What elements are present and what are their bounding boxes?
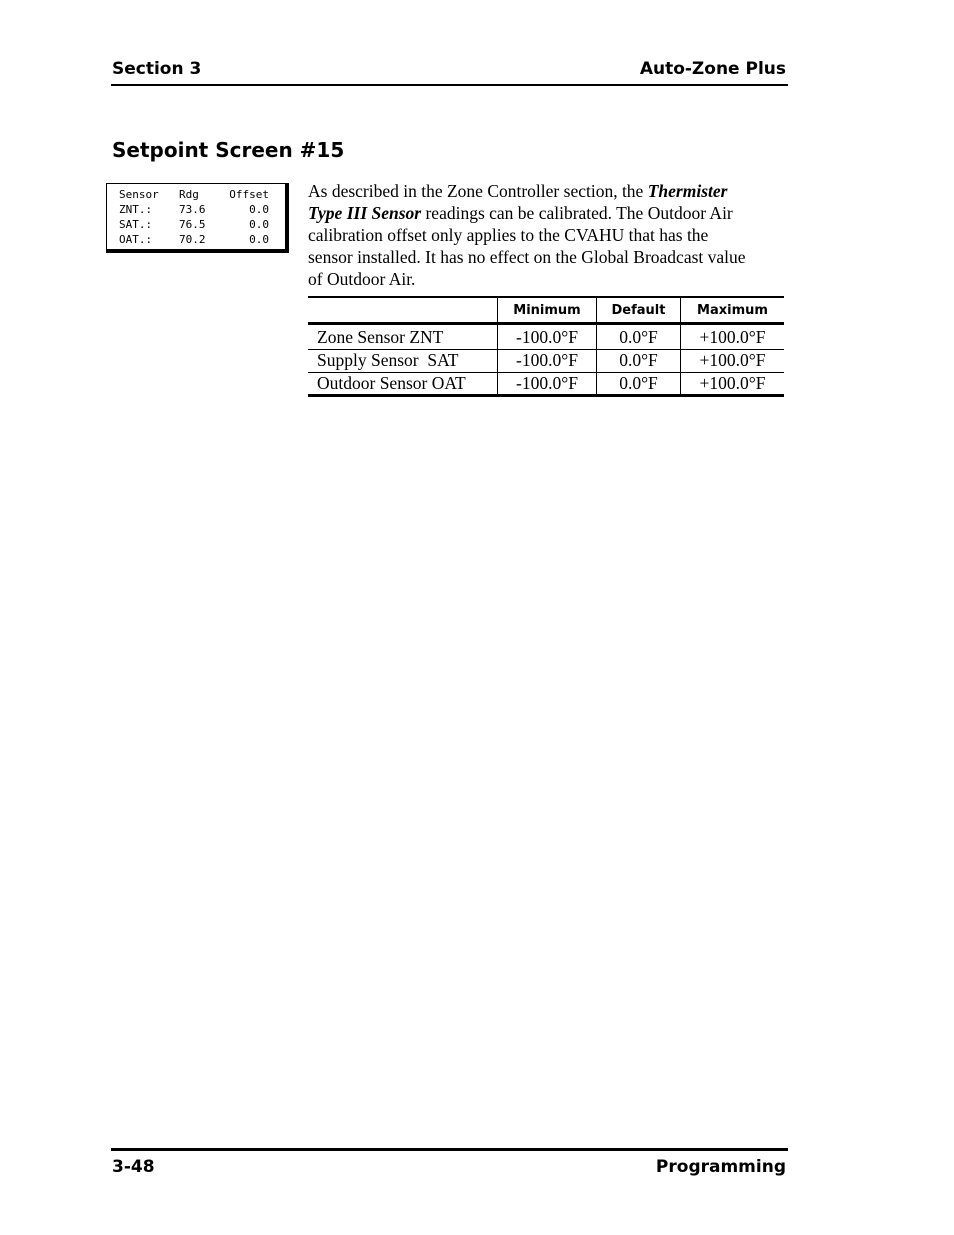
table-row	[308, 326, 784, 349]
lcd-header-offset: Offset	[229, 188, 269, 201]
lcd-header-rdg: Rdg	[179, 188, 199, 201]
row-label: Supply Sensor SAT	[317, 350, 459, 370]
table-row	[308, 372, 784, 395]
paragraph-line: calibration offset only applies to the CVAHU that has the	[308, 225, 709, 245]
lcd-offset: 0.0	[249, 203, 269, 216]
row-label: Zone Sensor ZNT	[317, 327, 444, 347]
table-header-row	[308, 298, 784, 325]
row-default: 0.0°F	[619, 350, 658, 370]
header-maximum: Maximum	[697, 303, 768, 318]
page-footer	[111, 1148, 788, 1178]
footer-chapter: Programming	[655, 1157, 786, 1177]
lcd-sensor: ZNT.:	[119, 203, 153, 216]
lcd-sensor: SAT.:	[119, 218, 153, 231]
emphasis-thermister: Thermister	[647, 181, 728, 201]
paragraph-text: As described in the Zone Controller section, the	[308, 181, 648, 201]
header-default: Default	[611, 303, 666, 318]
lcd-header-sensor: Sensor	[119, 188, 159, 201]
row-minimum: -100.0°F	[516, 327, 578, 347]
row-maximum: +100.0°F	[699, 373, 766, 393]
lcd-reading: 73.6	[179, 203, 206, 216]
table-row	[308, 349, 784, 372]
lcd-offset: 0.0	[249, 233, 269, 246]
page-title: Setpoint Screen #15	[112, 138, 345, 162]
paragraph-text: readings can be calibrated. The Outdoor Air	[421, 203, 733, 223]
header-minimum: Minimum	[513, 303, 581, 318]
paragraph-line	[308, 180, 788, 202]
page-header	[111, 58, 788, 86]
row-minimum: -100.0°F	[516, 373, 578, 393]
lcd-reading: 76.5	[179, 218, 206, 231]
header-product: Auto-Zone Plus	[639, 59, 786, 79]
lcd-screen	[106, 183, 289, 253]
row-minimum: -100.0°F	[516, 350, 578, 370]
row-maximum: +100.0°F	[699, 350, 766, 370]
emphasis-sensor-type: Type III Sensor	[308, 203, 422, 223]
lcd-reading: 70.2	[179, 233, 206, 246]
footer-page-number: 3-48	[112, 1157, 155, 1177]
paragraph-line: sensor installed. It has no effect on the Global Broadcast value	[308, 247, 746, 267]
header-section: Section 3	[112, 59, 202, 79]
row-default: 0.0°F	[619, 373, 658, 393]
lcd-offset: 0.0	[249, 218, 269, 231]
paragraph-line: of Outdoor Air.	[308, 269, 416, 289]
calibration-table	[308, 296, 784, 397]
description-paragraph	[308, 180, 788, 290]
lcd-sensor: OAT.:	[119, 233, 153, 246]
row-default: 0.0°F	[619, 327, 658, 347]
row-label: Outdoor Sensor OAT	[317, 373, 466, 393]
paragraph-line	[308, 202, 788, 224]
row-maximum: +100.0°F	[699, 327, 766, 347]
